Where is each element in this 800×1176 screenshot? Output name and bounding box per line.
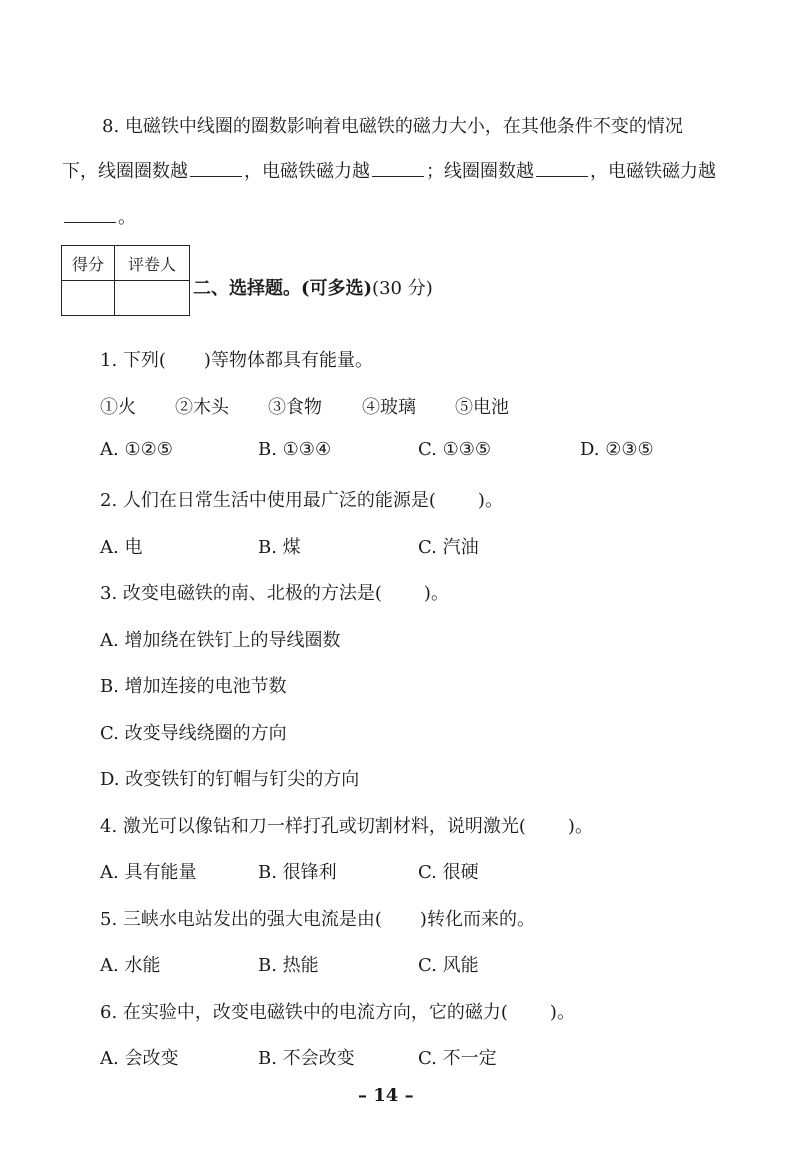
score-table	[61, 245, 190, 316]
q1-item: ⑤电池	[455, 397, 509, 418]
q3-option[interactable]: A. 增加绕在铁钉上的导线圈数	[100, 630, 341, 651]
q3-option[interactable]: C. 改变导线绕圈的方向	[100, 723, 287, 744]
q3-stem: 3. 改变电磁铁的南、北极的方法是( )。	[100, 583, 449, 604]
q8-line2	[62, 157, 716, 183]
q3-option[interactable]: D. 改变铁钉的钉帽与钉尖的方向	[100, 769, 360, 790]
fill-blank-1[interactable]	[190, 175, 242, 177]
q1-item: ③食物	[268, 397, 322, 418]
fill-blank-3[interactable]	[536, 175, 588, 177]
score-header: 得分	[62, 246, 115, 281]
page-number: – 14 –	[358, 1085, 414, 1106]
q8-line1: 8. 电磁铁中线圈的圈数影响着电磁铁的磁力大小，在其他条件不变的情况	[102, 116, 683, 137]
fill-blank-2[interactable]	[372, 175, 424, 177]
q1-item: ④玻璃	[362, 397, 416, 418]
q6-option[interactable]: B. 不会改变	[258, 1048, 355, 1069]
score-cell[interactable]	[62, 281, 115, 316]
q5-option[interactable]: C. 风能	[418, 955, 479, 976]
q6-stem: 6. 在实验中，改变电磁铁中的电流方向，它的磁力( )。	[100, 1002, 575, 1023]
q1-item: ①火	[100, 397, 136, 418]
q8-text-c: ；线圈圈数越	[426, 161, 534, 182]
q3-option[interactable]: B. 增加连接的电池节数	[100, 676, 287, 697]
q1-option[interactable]: C. ①③⑤	[418, 439, 491, 460]
section-title: 二、选择题。(可多选)	[193, 278, 373, 299]
q5-stem: 5. 三峡水电站发出的强大电流是由( )转化而来的。	[100, 909, 535, 930]
q1-option[interactable]: D. ②③⑤	[580, 439, 654, 460]
q8-text-b: ，电磁铁磁力越	[244, 161, 370, 182]
q5-option[interactable]: B. 热能	[258, 955, 319, 976]
grader-cell[interactable]	[115, 281, 190, 316]
section-points: (30 分)	[372, 278, 433, 299]
q1-option[interactable]: A. ①②⑤	[100, 439, 173, 460]
q1-option[interactable]: B. ①③④	[258, 439, 332, 460]
q8-text-d: ，电磁铁磁力越	[590, 161, 716, 182]
q4-option[interactable]: C. 很硬	[418, 862, 479, 883]
fill-blank-4[interactable]	[64, 221, 116, 223]
q5-option[interactable]: A. 水能	[100, 955, 161, 976]
q2-option[interactable]: B. 煤	[258, 537, 301, 558]
q2-option[interactable]: A. 电	[100, 537, 143, 558]
section-heading	[193, 274, 433, 300]
grader-header: 评卷人	[115, 246, 190, 281]
q4-stem: 4. 激光可以像钻和刀一样打孔或切割材料，说明激光( )。	[100, 816, 593, 837]
q1-stem: 1. 下列( )等物体都具有能量。	[100, 350, 373, 371]
q8-text-a: 下，线圈圈数越	[62, 161, 188, 182]
q6-option[interactable]: A. 会改变	[100, 1048, 179, 1069]
q4-option[interactable]: B. 很锋利	[258, 862, 337, 883]
q2-option[interactable]: C. 汽油	[418, 537, 479, 558]
q1-item: ②木头	[175, 397, 229, 418]
q8-end: 。	[118, 207, 136, 228]
q2-stem: 2. 人们在日常生活中使用最广泛的能源是( )。	[100, 490, 503, 511]
q8-line3	[62, 203, 136, 229]
q4-option[interactable]: A. 具有能量	[100, 862, 197, 883]
q6-option[interactable]: C. 不一定	[418, 1048, 497, 1069]
